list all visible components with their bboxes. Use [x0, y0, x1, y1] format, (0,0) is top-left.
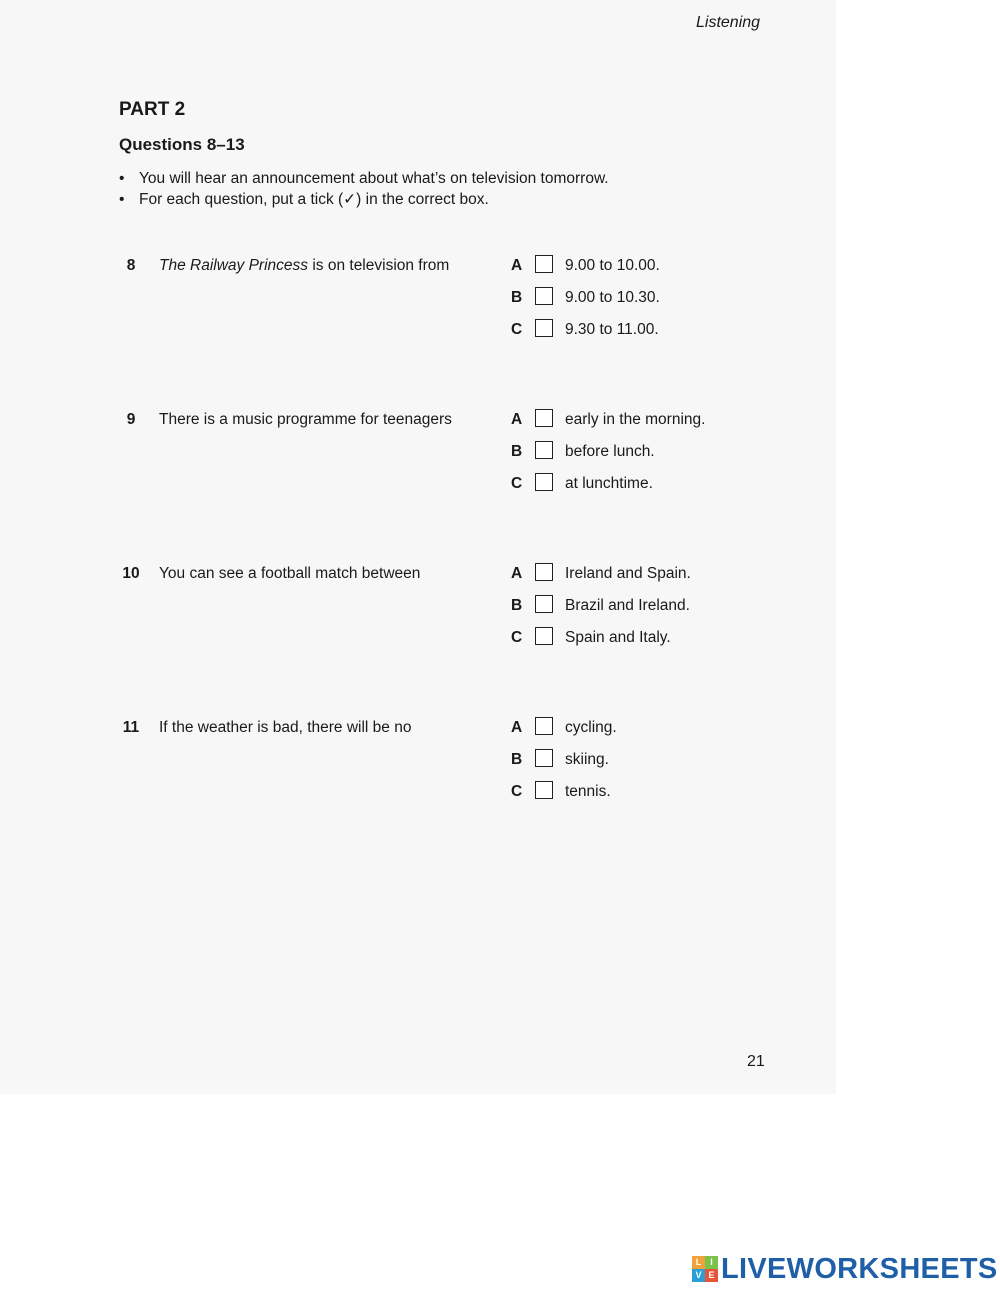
option-text: 9.30 to 11.00.: [565, 321, 659, 338]
logo-letter-i: I: [705, 1256, 718, 1269]
question-9: [0, 410, 836, 510]
option-text: early in the morning.: [565, 411, 706, 428]
question-stem: [159, 718, 411, 738]
logo-letter-l: L: [692, 1256, 705, 1269]
option-letter: C: [511, 629, 523, 646]
option-letter: A: [511, 565, 523, 582]
tick-box[interactable]: [535, 255, 553, 273]
question-number: 11: [122, 719, 140, 736]
option-letter: B: [511, 751, 523, 768]
option-letter: A: [511, 257, 523, 274]
brand-logo-icon: [692, 1256, 718, 1282]
logo-letter-e: E: [705, 1269, 718, 1282]
option-text: Ireland and Spain.: [565, 565, 691, 582]
option-letter: C: [511, 475, 523, 492]
section-label: Listening: [696, 14, 761, 31]
tick-box[interactable]: [535, 627, 553, 645]
logo-letter-v: V: [692, 1269, 705, 1282]
instruction-item: • You will hear an announcement about what’s on television tomorrow.: [119, 168, 609, 189]
question-stem: [159, 564, 420, 584]
tick-box[interactable]: [535, 287, 553, 305]
stem-text: If the weather is bad, there will be no: [159, 719, 412, 736]
stem-text: You can see a football match between: [159, 565, 421, 582]
question-stem: [159, 410, 452, 430]
option-text: 9.00 to 10.00.: [565, 257, 660, 274]
instruction-item: • For each question, put a tick (✓) in the correct box.: [119, 189, 609, 210]
option-text: skiing.: [565, 751, 609, 768]
part-title: PART 2: [119, 99, 186, 120]
option-text: at lunchtime.: [565, 475, 653, 492]
tick-box[interactable]: [535, 781, 553, 799]
option-letter: C: [511, 321, 523, 338]
question-number: 9: [126, 411, 136, 428]
question-11: [0, 718, 836, 818]
question-8: [0, 256, 836, 356]
tick-box[interactable]: [535, 595, 553, 613]
option-letter: B: [511, 443, 523, 460]
option-text: 9.00 to 10.30.: [565, 289, 660, 306]
tick-box[interactable]: [535, 749, 553, 767]
tick-box[interactable]: [535, 319, 553, 337]
title-italic: The Railway Princess: [159, 257, 309, 274]
option-letter: A: [511, 719, 523, 736]
instructions-list: [119, 168, 609, 210]
option-text: Spain and Italy.: [565, 629, 671, 646]
tick-box[interactable]: [535, 441, 553, 459]
question-number: 10: [122, 565, 140, 582]
tick-box[interactable]: [535, 473, 553, 491]
option-letter: B: [511, 597, 523, 614]
question-10: [0, 564, 836, 664]
option-text: tennis.: [565, 783, 611, 800]
stem-text: There is a music programme for teenagers: [159, 411, 452, 428]
option-letter: B: [511, 289, 523, 306]
tick-box[interactable]: [535, 409, 553, 427]
page-number: 21: [747, 1053, 765, 1070]
option-letter: A: [511, 411, 523, 428]
tick-box[interactable]: [535, 563, 553, 581]
tick-box[interactable]: [535, 717, 553, 735]
questions-range: Questions 8–13: [119, 135, 245, 154]
option-text: before lunch.: [565, 443, 655, 460]
liveworksheets-logo: [692, 1252, 998, 1286]
option-letter: C: [511, 783, 523, 800]
brand-name: LIVEWORKSHEETS: [721, 1252, 998, 1285]
option-text: Brazil and Ireland.: [565, 597, 690, 614]
stem-text: is on television from: [308, 257, 450, 274]
question-number: 8: [126, 257, 136, 274]
question-stem: [159, 256, 449, 276]
option-text: cycling.: [565, 719, 617, 736]
